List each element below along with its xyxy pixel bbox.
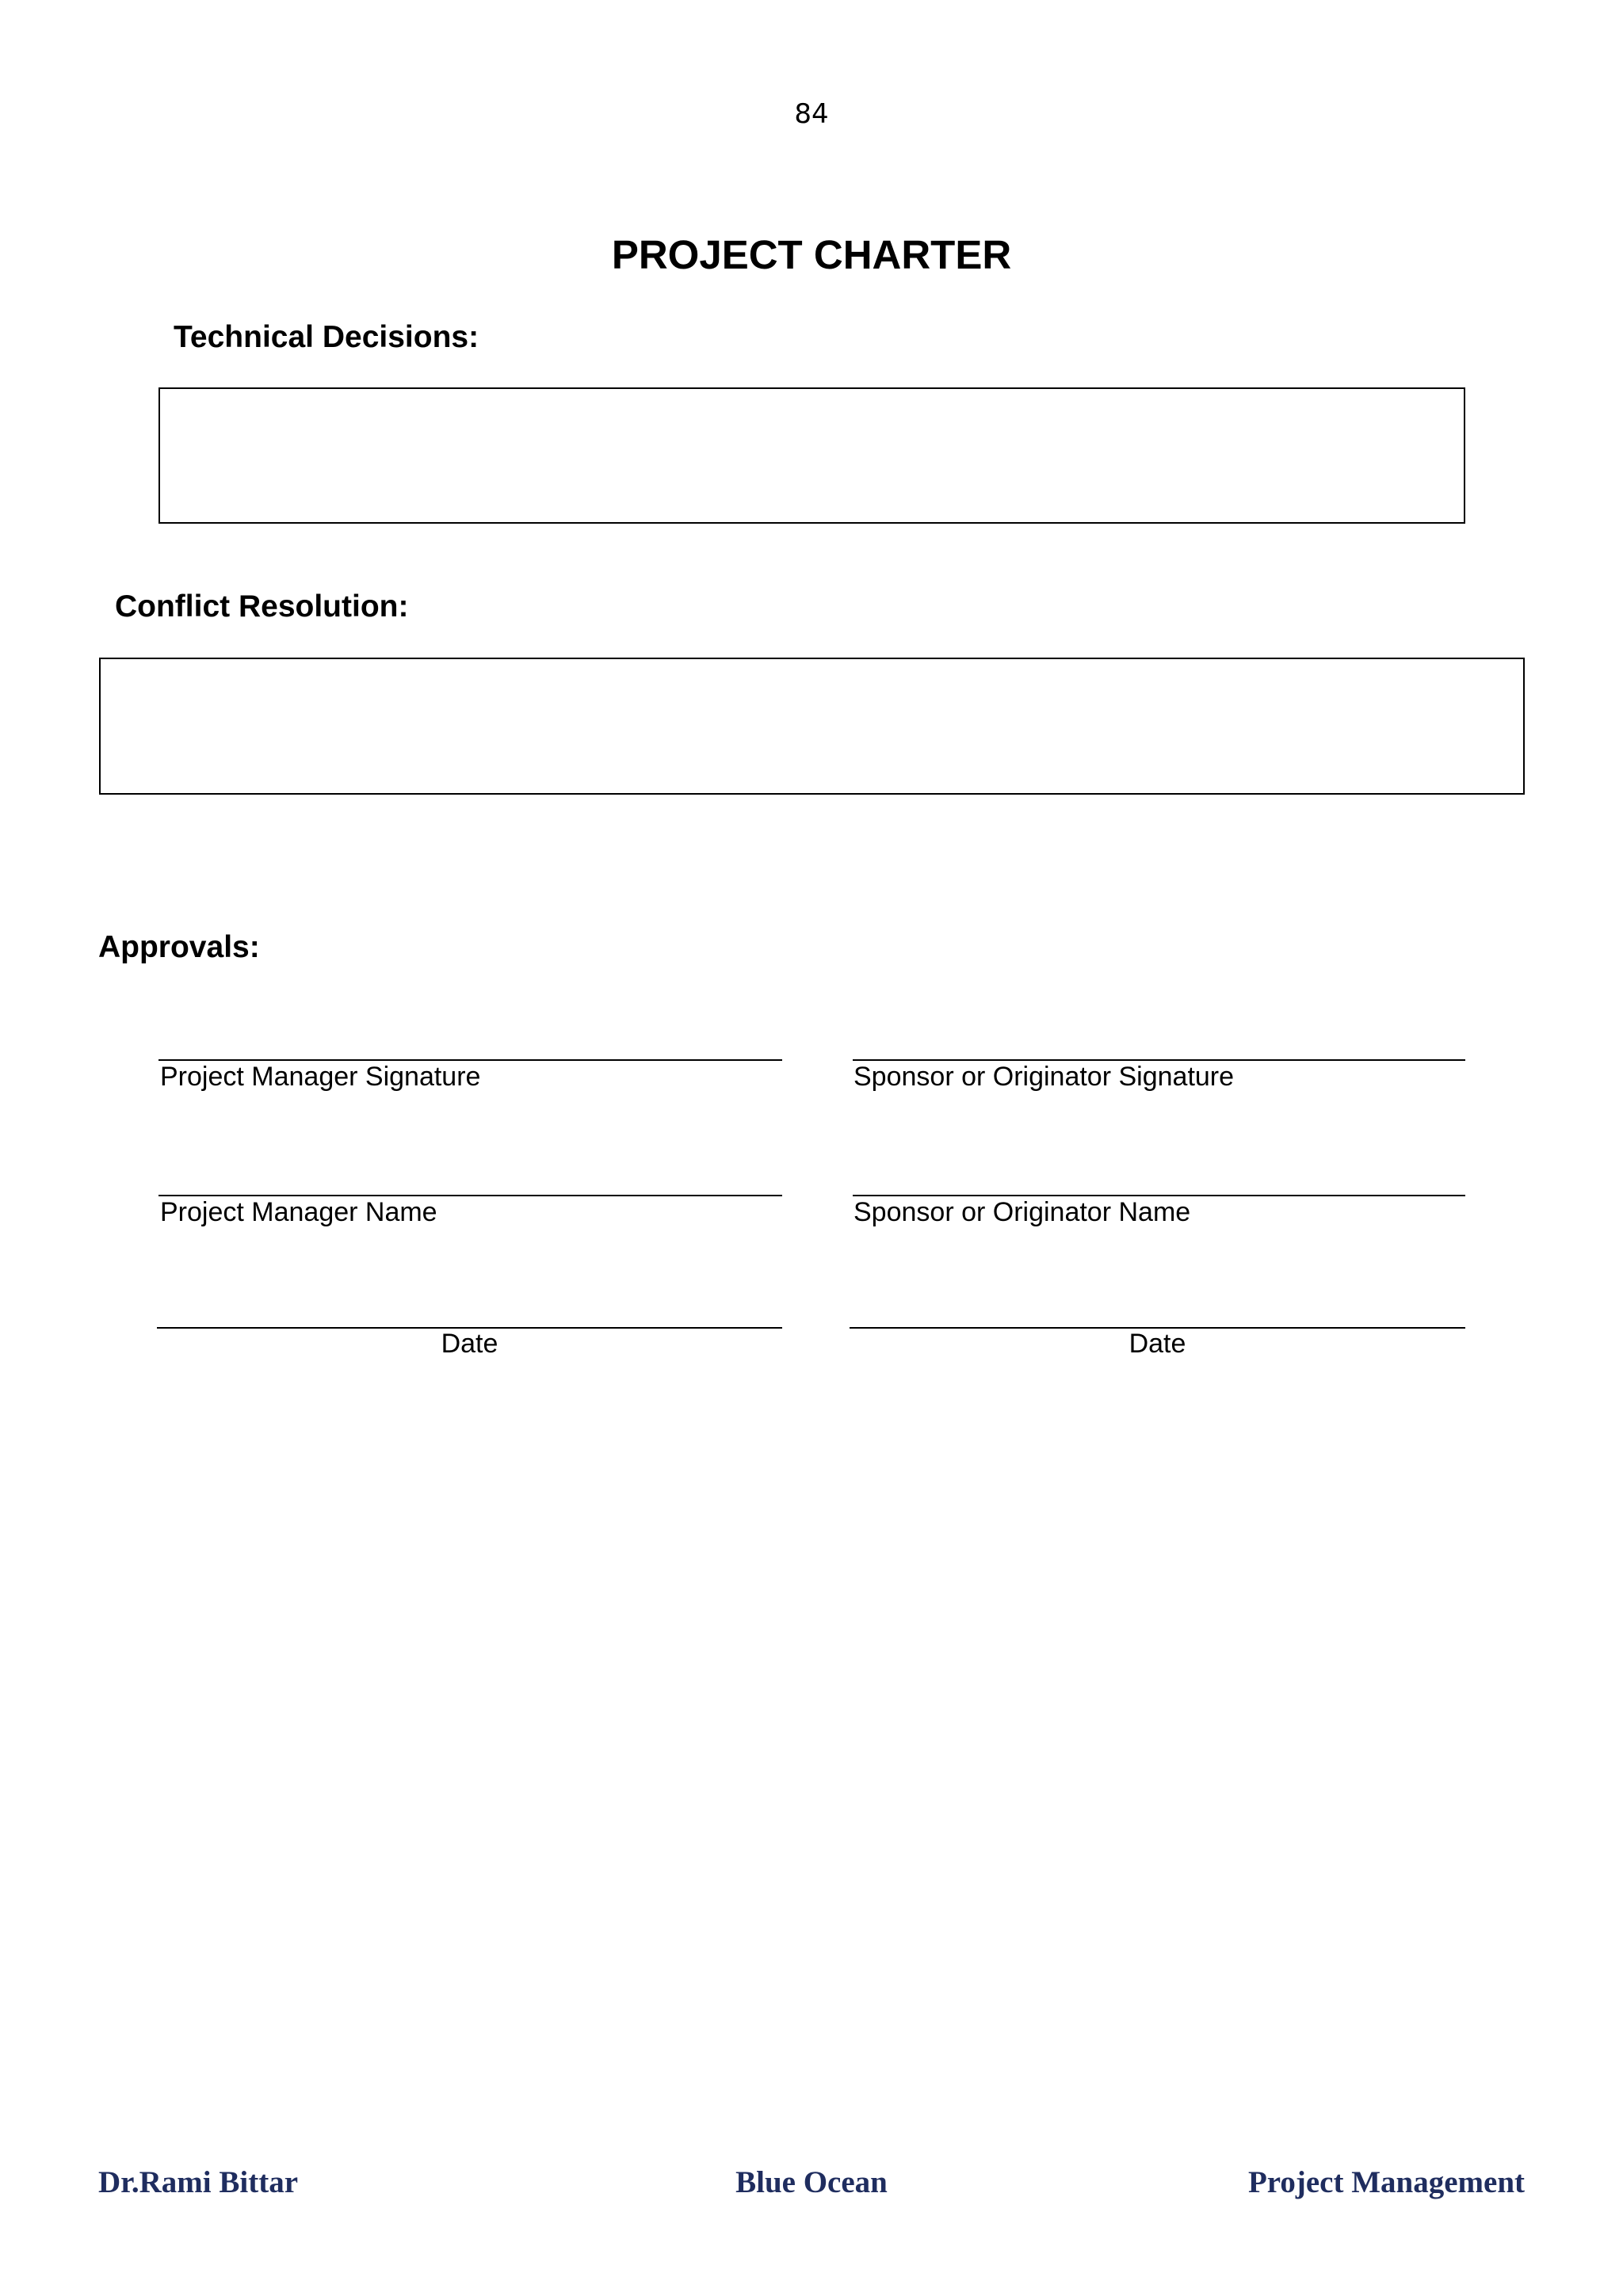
technical-decisions-heading: Technical Decisions: [174,320,479,354]
page-number: 84 [794,98,829,130]
sponsor-date-label: Date [1128,1329,1186,1359]
project-manager-name-line[interactable] [158,1195,782,1196]
approvals-heading: Approvals: [98,930,260,964]
conflict-resolution-box[interactable] [99,658,1525,795]
project-manager-date-label: Date [441,1329,498,1359]
conflict-resolution-heading: Conflict Resolution: [115,589,409,624]
sponsor-name-label: Sponsor or Originator Name [854,1197,1191,1227]
project-manager-signature-label: Project Manager Signature [160,1062,481,1092]
sponsor-name-line[interactable] [853,1195,1465,1196]
footer-subject: Project Management [1247,2165,1525,2199]
page-title: PROJECT CHARTER [611,232,1012,277]
sponsor-signature-label: Sponsor or Originator Signature [854,1062,1235,1092]
footer-author: Dr.Rami Bittar [98,2165,299,2199]
footer-series: Blue Ocean [735,2165,888,2199]
sponsor-signature-line[interactable] [853,1059,1465,1061]
technical-decisions-box[interactable] [158,387,1465,524]
project-manager-signature-line[interactable] [158,1059,782,1061]
project-manager-name-label: Project Manager Name [160,1197,437,1227]
